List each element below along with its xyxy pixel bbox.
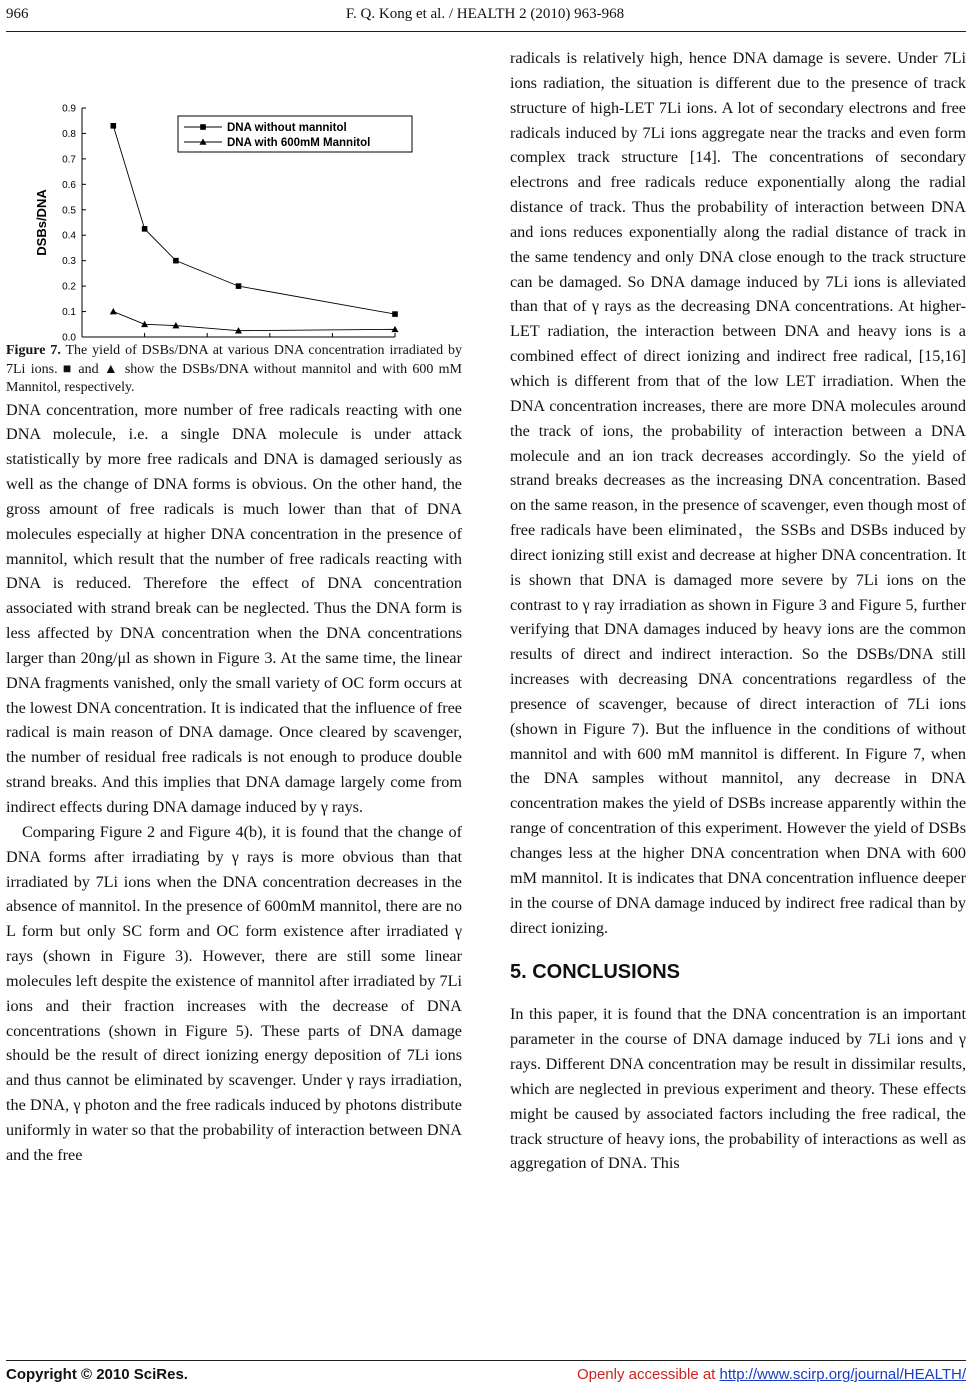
figure-label: Figure 7. — [6, 343, 61, 358]
right-paragraph-1: radicals is relatively high, hence DNA damage is severe. Under 7Li ions radiation, the situation is different due to the presence of track structure of high-LET 7Li ions. A lot of secondary electrons and free radicals induced by 7Li ions aggregate near the tracks and even form complex track structure [14]. The concentrations of secondary electrons and free radicals reduce exponentially along the radial distance of track. Thus the probability of interaction between DNA and ions reduces exponentially along the radial distance of track in the same tendency and only DNA close enough to the track structure can be damaged. So DNA damage induced by 7Li ions is alleviated than that of γ rays as the decreasing DNA concentrations. At higher-LET radiation, the interaction between DNA and heavy ions is a combined effect of direct ionizing and indirect free radical, [15,16] which is different from that of the low LET irradiation. When the DNA concentration increases, there are more DNA molecules around the track of ions, the probability of interaction between a DNA molecule and an ion track decreases accordingly. So the yield of strand breaks decreases as the increasing DNA concentration. Based on the same reason, in the presence of scavenger, even though most of free radicals have been eliminated，the SSBs and DSBs induced by direct ionizing still exist and decrease at higher DNA concentration. It is shown that DNA is damaged more severe by 7Li ions on the contrast to γ ray irradiation as shown in Figure 3 and Figure 5, further verifying that DNA damages induced by heavy ions are the common results of direct and indirect interaction. So the DSBs/DNA still increases with decreasing DNA concentrations regardless of the presence of scavenger, because of direct interaction of 7Li ions (shown in Figure 7). But the influence in the conditions of without mannitol and with 600 mM mannitol is different. In Figure 7, when the DNA samples without mannitol, any decrease in DNA concentration makes the yield of DSBs increase apparently within the range of concentration of this experiment. However the yield of DSBs changes less at the higher DNA concentration when DNA with 600 mM mannitol. It is indicates that DNA concentration influence deeper in the course of DNA damage induced by indirect free radical than by direct ionizing. — [510, 49, 966, 937]
y-tick-label: 0.1 — [62, 307, 76, 319]
running-title: F. Q. Kong et al. / HEALTH 2 (2010) 963-968 — [345, 6, 625, 22]
section-title-conclusions: 5. CONCLUSIONS — [510, 961, 681, 984]
figure-caption-text: The yield of DSBs/DNA at various DNA concentration irradiated by 7Li ions. ■ and ▲ show the DSBs/DNA without mannitol and with 600 mM Mannitol, respectively. — [6, 343, 463, 395]
y-tick-label: 0.9 — [62, 103, 76, 115]
journal-link[interactable]: http://www.scirp.org/journal/HEALTH/ — [719, 1366, 966, 1383]
data-point-square — [142, 226, 148, 232]
page-header — [0, 6, 970, 26]
header-rule — [6, 31, 966, 32]
y-tick-label: 0.3 — [62, 256, 76, 268]
left-column — [6, 42, 462, 1168]
legend-marker-square — [200, 124, 206, 130]
left-paragraph-1: DNA concentration, more number of free radicals reacting with one DNA molecule, i.e. a single DNA molecule is under attack statistically by more free radicals and DNA is damaged seriously as well as the change of DNA forms is obvious. On the other hand, the gross amount of free radicals is much lower than that of DNA molecules especially at higher DNA concentration in the presence of mannitol, which result that the number of free radicals reacting with DNA is reduced. Therefore the effect of DNA concentration associated with strand break can be neglected. Thus the DNA form is less affected by DNA concentration when the DNA concentrations larger than 20ng/μl as shown in Figure 3. At the same time, the linear DNA fragments vanished, only the small variety of OC form occurs at the lowest DNA concentration. It is indicated that the influence of free radical is main reason of DNA damage. Once cleared by scavenger, the number of residual free radicals is not enough to produce double strand breaks. And this implies that DNA damage largely come from indirect effects during DNA damage induced by γ rays. — [6, 400, 462, 816]
y-tick-label: 0.5 — [62, 205, 76, 217]
data-point-square — [236, 283, 242, 289]
data-point-triangle — [110, 308, 117, 314]
y-tick-label: 0.0 — [62, 332, 76, 342]
footer-access — [577, 1366, 966, 1383]
y-tick-label: 0.6 — [62, 179, 76, 191]
data-point-square — [111, 123, 117, 129]
legend-label: DNA without mannitol — [227, 122, 347, 134]
footer-rule — [6, 1360, 966, 1361]
y-tick-label: 0.7 — [62, 154, 76, 166]
figure-7 — [6, 42, 462, 342]
y-axis-label: DSBs/DNA — [34, 189, 49, 256]
dsbs-chart — [6, 42, 462, 342]
right-column — [510, 46, 966, 1176]
y-tick-label: 0.4 — [62, 230, 76, 242]
y-tick-label: 0.2 — [62, 281, 76, 293]
footer-access-text: Openly accessible at — [576, 1366, 716, 1383]
series-line — [113, 312, 395, 331]
figure-caption — [6, 342, 462, 398]
y-tick-label: 0.8 — [62, 128, 76, 140]
left-paragraph-2: Comparing Figure 2 and Figure 4(b), it is found that the change of DNA forms after irradiating by γ rays is more obvious than that irradiated by 7Li ions when the DNA concentration decreases in the absence of mannitol. In the presence of 600mM mannitol, there are no L form but only SC form and OC form existence after irradiated γ rays (shown in Figure 3). However, there are still some linear molecules left despite the existence of mannitol after irradiated by 7Li ions and their fraction increases with the decrease of DNA concentrations (shown in Figure 5). These parts of DNA damage should be the result of direct ionizing energy deposition of 7Li ions and thus cannot be eliminated by scavenger. Under γ rays irradiation, the DNA, γ photon and the free radicals induced by photons distribute uniformly in water so that the probability of interaction between DNA and the free — [6, 822, 462, 1164]
legend-label: DNA with 600mM Mannitol — [227, 137, 371, 149]
page-number: 966 — [6, 6, 29, 22]
footer-copyright: Copyright © 2010 SciRes. — [6, 1366, 188, 1383]
data-point-square — [392, 311, 398, 317]
data-point-square — [173, 258, 179, 264]
series-line — [113, 126, 395, 314]
right-paragraph-2: In this paper, it is found that the DNA concentration is an important parameter in the course of DNA damage induced by 7Li ions and γ rays. Different DNA concentration may be result in dissimilar results, which are neglected in previous experiment and theory. These effects might be caused by associated factors including the free radical, the track structure of heavy ions, the probability of interactions as well as aggregation of DNA. This — [510, 1005, 966, 1173]
